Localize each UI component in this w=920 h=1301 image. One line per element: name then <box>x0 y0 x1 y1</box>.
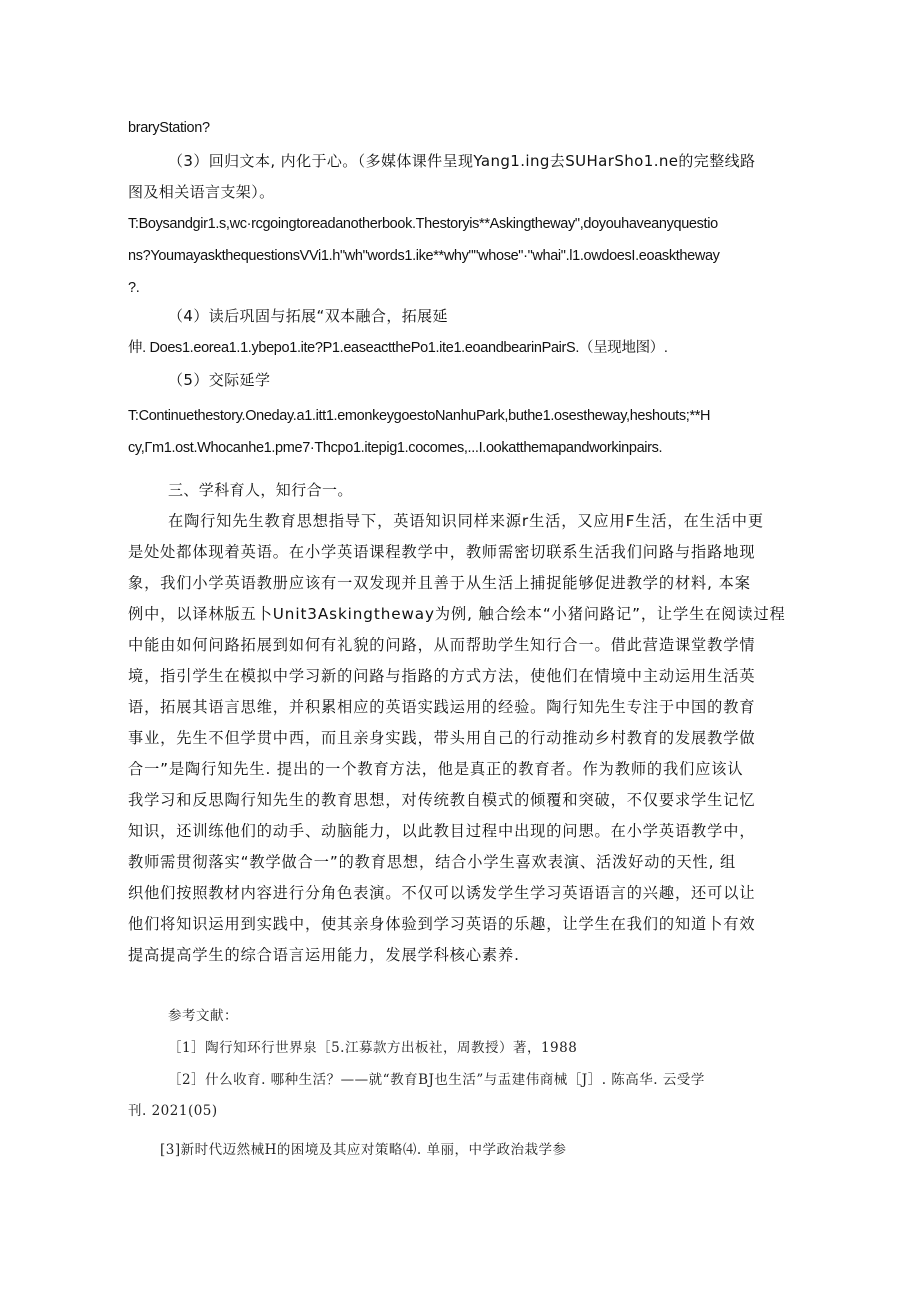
section-heading: 三、学科育人，知行合一。 <box>168 481 353 499</box>
paragraph-line: 提高提高学生的综合语言运用能力，发展学科核心素养. <box>128 946 520 964</box>
text-line: 伸. Does1.eorea1.1.ybepo1.ite?P1.easeacttheP​o1.ite1.eoandbearinPairS.（呈现地图）. <box>128 340 668 356</box>
dialogue-line: cy,Γm1.ost.Whocanhe1.pme7·Thcpo1.itepig1.cocomes,...I.ookatthemapandworkinpairs. <box>128 440 663 456</box>
paragraph-line: 语，拓展其语言思维，并积累相应的英语实践运用的经验。陶行知先生专注于中国的教育 <box>128 698 756 716</box>
paragraph-line: 例中，以译林版五卜Unit3Askingtheway为例, 触合绘本“小猪问路记”，让学生在阅读过程 <box>128 605 786 623</box>
paragraph-line: 是处处都体现着英语。在小学英语课程教学中，教师需密切联系生活我们问路与指路地现 <box>128 543 756 561</box>
step-5-line: （5）交际延学 <box>168 371 271 389</box>
dialogue-line: ?. <box>128 280 140 296</box>
step-3-line: （3）回归文本, 内化于心。（多媒体课件呈现Yang1.ing去SUHarSho1.ne的完整线路 <box>168 152 756 170</box>
paragraph-line: 知识，还训练他们的动手、动脑能力，以此教目过程中出现的问愳。在小学英语教学中， <box>128 822 756 840</box>
paragraph-line: 合一”是陶行知先生. 提出的一个教育方法，他是真正的教育者。作为教师的我们应该认 <box>128 760 744 778</box>
text-line: braryStation? <box>128 120 210 136</box>
references-title: 参考文献： <box>168 1008 238 1024</box>
text-line: 图及相关语言支架）。 <box>128 183 275 201</box>
reference-item: [3]新时代迈然械H的困境及其应对策略⑷. 单丽，中学政治栽学参 <box>160 1142 567 1158</box>
paragraph-line: 事业，先生不但学贯中西，而且亲身实践，带头用自己的行动推动乡村教育的发展教学做 <box>128 729 756 747</box>
paragraph-line: 中能由如何问路拓展到如何有礼貌的问路，从而帮助学生知行合一。借此营造课堂教学情 <box>128 636 756 654</box>
dialogue-line: T:Boysandgir1.s,wc·rcgoingtoreadanotherbook.Thestoryis**Askingtheway",doyouhaveanyquestio <box>128 216 718 232</box>
paragraph-line: 象，我们小学英语教册应该有一双发现并且善于从生活上捕捉能够促进教学的材料, 本案 <box>128 574 751 592</box>
dialogue-line: ns?YoumayaskthequestionsVVi1.h"wh"words1.ike**why""whose"·"whai".l1.owdoesI.eoasktheway <box>128 248 720 264</box>
paragraph-line: 他们将知识运用到实践中，使其亲身体验到学习英语的乐趣，让学生在我们的知道卜有效 <box>128 915 756 933</box>
paragraph-line: 织他们按照教材内容进行分角色表演。不仅可以诱发学生学习英语语言的兴趣，还可以让 <box>128 884 756 902</box>
paragraph-line: 在陶行知先生教育思想指导下，英语知识同样来源r生活，又应用F生活，在生活中更 <box>168 512 764 530</box>
reference-item-continued: 刊. 2021(05) <box>128 1103 218 1119</box>
paragraph-line: 教师需贯彻落实“教学做合一”的教育思想，结合小学生喜欢表演、活泼好动的天性, 组 <box>128 853 737 871</box>
paragraph-line: 我学习和反思陶行知先生的教育思想，对传统教自模式的倾覆和突破，不仅要求学生记忆 <box>128 791 756 809</box>
reference-item: ［2］什么收育. 哪种生活？——就“教育BJ也生活”与盂建伟商械［J］. 陈高华. 云受学 <box>168 1072 705 1088</box>
dialogue-line: T:Continuethestory.Oneday.a1.itt1.emonkeygoestoNanhuPark,buthe1.osestheway,heshouts;**H <box>128 408 711 424</box>
step-4-line: （4）读后巩固与拓展“双本融合，拓展延 <box>168 307 448 325</box>
reference-item: ［1］陶行知环行世界泉［5.江募款方出板社，周教授）著，1988 <box>168 1040 578 1056</box>
paragraph-line: 境，指引学生在模拟中学习新的问路与指路的方式方法，使他们在情境中主动运用生活英 <box>128 667 756 685</box>
